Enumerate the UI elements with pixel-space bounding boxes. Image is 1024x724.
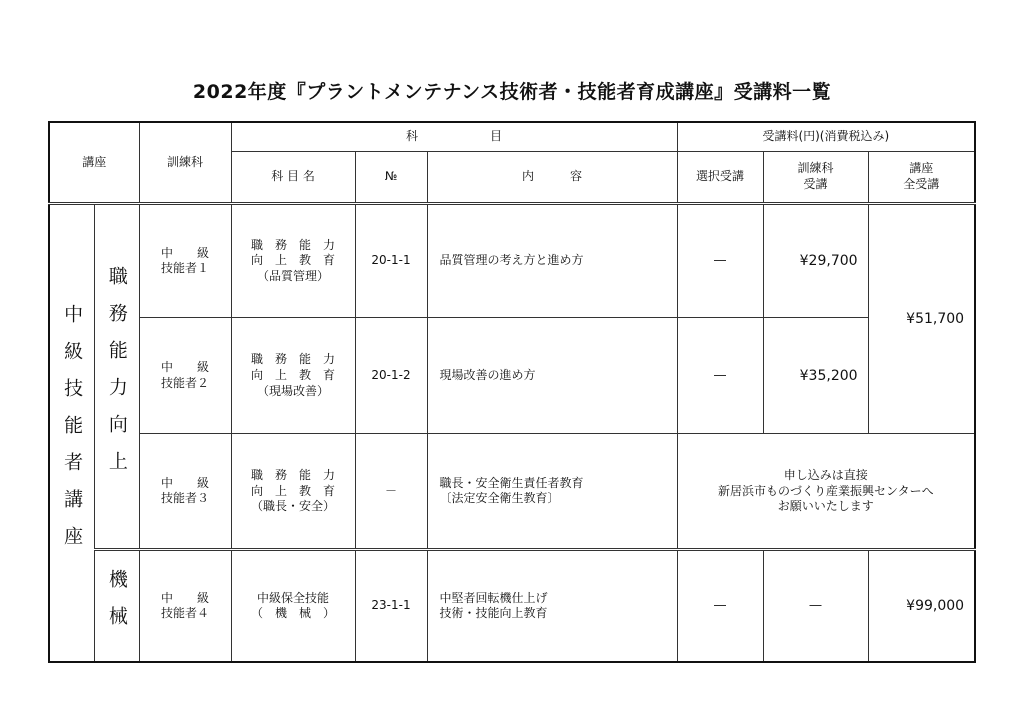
header-fee-group: 受講料(円)(消費税込み): [677, 122, 975, 152]
level-top: 中 級: [161, 360, 210, 375]
training-fee: ―: [763, 550, 868, 662]
level-cell: [139, 318, 231, 434]
header-training-fee: 訓練科 受講: [763, 152, 868, 204]
level-bottom: 技能者３: [161, 491, 210, 506]
select-fee: ―: [677, 204, 763, 318]
level-bottom: 技能者１: [161, 261, 210, 276]
subject-no: 20-1-1: [355, 204, 427, 318]
level-cell: [139, 434, 231, 550]
group-b-label: 機械: [105, 569, 128, 644]
course-main-label: 中級技能者講座: [61, 303, 84, 563]
subject-content: 中堅者回転機仕上げ 技術・技能向上教育: [427, 550, 677, 662]
subject-no: －: [355, 434, 427, 550]
select-fee: ―: [677, 318, 763, 434]
subject-name: 職 務 能 力 向 上 教 育 （現場改善）: [231, 318, 355, 434]
header-select: 選択受講: [677, 152, 763, 204]
application-note: 申し込みは直接 新居浜市ものづくり産業振興センターへ お願いいたします: [677, 434, 975, 550]
level-bottom: 技能者４: [161, 606, 210, 621]
subject-name: 中級保全技能 （ 機 械 ）: [231, 550, 355, 662]
header-subject-name: 科 目 名: [231, 152, 355, 204]
fee-table: [48, 121, 976, 663]
header-content: 内 容: [427, 152, 677, 204]
subject-content: 職長・安全衛生責任者教育 〔法定安全衛生教育〕: [427, 434, 677, 550]
subject-no: 23-1-1: [355, 550, 427, 662]
group-a-label: 職務能力向上: [105, 265, 128, 488]
header-subject-group: 科 目: [231, 122, 677, 152]
subject-name: 職 務 能 力 向 上 教 育 （品質管理）: [231, 204, 355, 318]
level-cell: [139, 204, 231, 318]
course-fee-a: ¥51,700: [868, 204, 975, 434]
select-fee: ―: [677, 550, 763, 662]
subject-content: 品質管理の考え方と進め方: [427, 204, 677, 318]
training-fee: ¥35,200: [763, 318, 868, 434]
header-no: №: [355, 152, 427, 204]
subject-content: 現場改善の進め方: [427, 318, 677, 434]
page-title: 2022年度『プラントメンテナンス技術者・技能者育成講座』受講料一覧: [192, 81, 832, 103]
level-bottom: 技能者２: [161, 375, 210, 390]
training-fee: ¥29,700: [763, 204, 868, 318]
level-top: 中 級: [161, 590, 210, 605]
level-cell: [139, 550, 231, 662]
subject-name: 職 務 能 力 向 上 教 育 （職長・安全）: [231, 434, 355, 550]
course-fee-b: ¥99,000: [868, 550, 975, 662]
level-top: 中 級: [161, 245, 210, 260]
group-a-cell: [94, 204, 139, 550]
course-main-cell: [49, 204, 94, 662]
subject-no: 20-1-2: [355, 318, 427, 434]
header-course-fee: 講座 全受講: [868, 152, 975, 204]
level-top: 中 級: [161, 475, 210, 490]
group-b-cell: [94, 550, 139, 662]
header-training: 訓練科: [139, 122, 231, 204]
header-course: 講座: [49, 122, 139, 204]
